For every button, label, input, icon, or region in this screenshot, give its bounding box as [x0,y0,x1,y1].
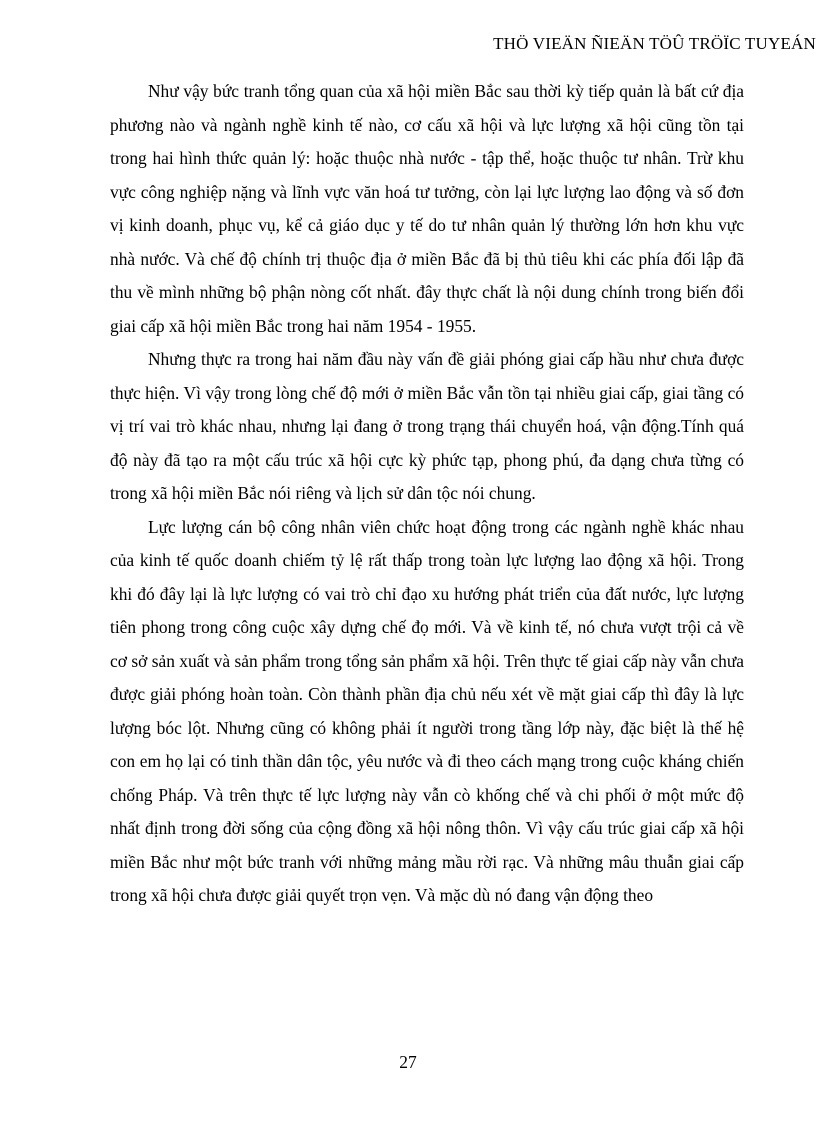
paragraph: Lực lượng cán bộ công nhân viên chức hoạt động trong các ngành nghề khác nhau của kinh tế quốc doanh chiếm tỷ lệ rất thấp trong toàn lực lượng lao động xã hội. Trong khi đó đây lại là lực lượng có vai trò chỉ đạo xu hướng phát triển của đất nước, lực lượng tiên phong trong công cuộc xây dựng chế đọ mới. Và về kinh tế, nó chưa vượt trội cả về cơ sở sản xuất và sản phẩm trong tổng sản phẩm xã hội. Trên thực tế giai cấp này vẫn chưa được giải phóng hoàn toàn. Còn thành phần địa chủ nếu xét về mặt giai cấp thì đây là lực lượng bóc lột. Nhưng cũng có không phải ít người trong tầng lớp này, đặc biệt là thế hệ con em họ lại có tinh thần dân tộc, yêu nước và đi theo cách mạng trong cuộc kháng chiến chống Pháp. Và trên thực tế lực lượng này vẫn cò khống chế và chi phối ở một mức độ nhất định trong đời sống của cộng đồng xã hội nông thôn. Vì vậy cấu trúc giai cấp xã hội miền Bắc như một bức tranh với những mảng mầu rời rạc. Và những mâu thuẫn giai cấp trong xã hội chưa được giải quyết trọn vẹn. Và mặc dù nó đang vận động theo [110,516,744,905]
paragraph: Như vậy bức tranh tổng quan của xã hội miền Bắc sau thời kỳ tiếp quản là bất cứ địa phương nào và ngành nghề kinh tế nào, cơ cấu xã hội và lực lượng xã hội cũng tồn tại trong hai hình thức quản lý: hoặc thuộc nhà nước - tập thể, hoặc thuộc tư nhân. Trừ khu vực công nghiệp nặng và lĩnh vực văn hoá tư tưởng, còn lại lực lượng lao động và số đơn vị kinh doanh, phục vụ, kể cả giáo dục y tế do tư nhân quản lý thường lớn hơn khu vực nhà nước. Và chế độ chính trị thuộc địa ở miền Bắc đã bị thủ tiêu khi các phía đối lập đã thu về mình những bộ phận nòng cốt nhất. đây thực chất là nội dung chính trong biến đổi giai cấp xã hội miền Bắc trong hai năm 1954 - 1955. [110,81,744,336]
document-body [110,75,744,913]
running-header: THÖ VIEÄN ÑIEÄN TÖÛ TRÖÏC TUYEÁN [493,34,816,53]
page-number: 27 [399,1052,417,1072]
paragraph: Nhưng thực ra trong hai năm đầu này vấn đề giải phóng giai cấp hầu như chưa được thực hiện. Vì vậy trong lòng chế độ mới ở miền Bắc vẫn tồn tại nhiều giai cấp, giai tầng có vị trí vai trò khác nhau, nhưng lại đang ở trong trạng thái chuyển hoá, vận động.Tính quá độ này đã tạo ra một cấu trúc xã hội cực kỳ phức tạp, phong phú, đa dạng chưa từng có trong xã hội miền Bắc nói riêng và lịch sử dân tộc nói chung. [110,349,744,503]
